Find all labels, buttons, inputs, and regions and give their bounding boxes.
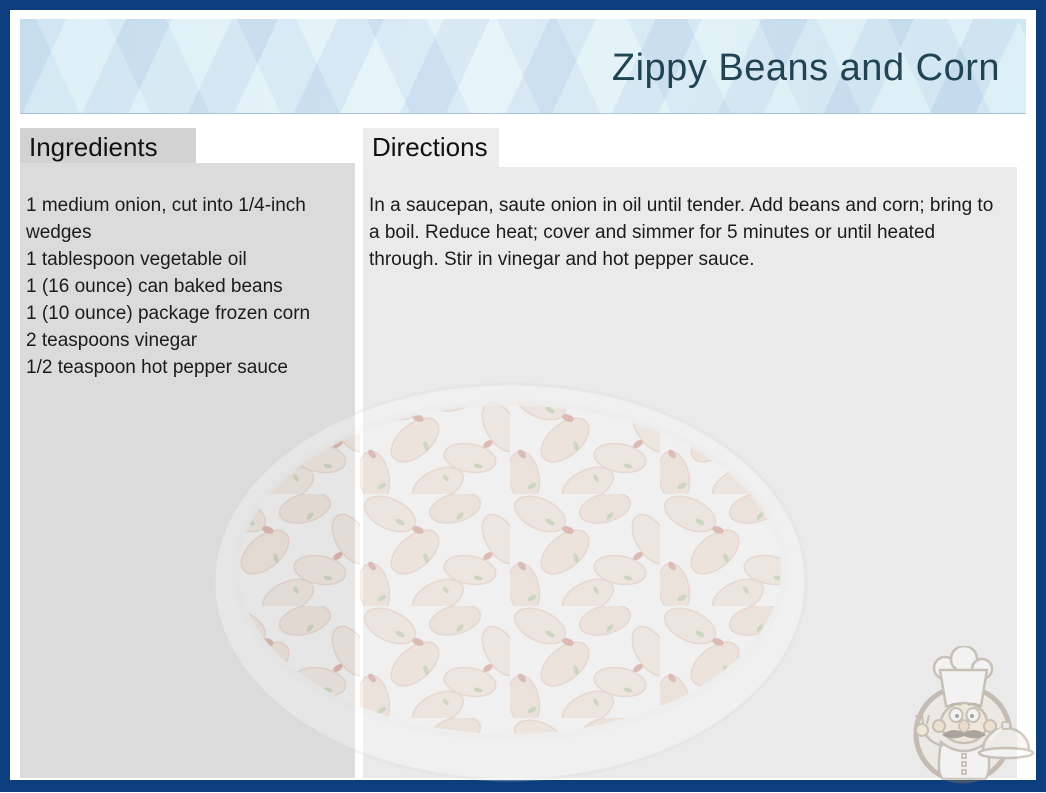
ingredient-item: 2 teaspoons vinegar [26, 330, 198, 351]
page-title: Zippy Beans and Corn [611, 47, 1000, 89]
recipe-page [10, 10, 1036, 780]
ingredients-list [26, 192, 347, 381]
directions-panel [363, 167, 1017, 778]
ingredient-item: 1 (10 ounce) package frozen corn [26, 303, 311, 324]
ingredients-panel [20, 163, 355, 778]
ingredients-heading: Ingredients [20, 128, 196, 163]
ingredient-item: 1 medium onion, cut into 1/4-inch wedges [26, 195, 306, 243]
ingredient-item: 1 tablespoon vegetable oil [26, 249, 247, 270]
directions-text: In a saucepan, saute onion in oil until tender. Add beans and corn; bring to a boil. Reduce heat; cover and simmer for 5 minutes or until heated through. Stir in vinegar and hot pepper sauce. [369, 195, 994, 270]
ingredient-item: 1/2 teaspoon hot pepper sauce [26, 357, 288, 378]
ingredient-item: 1 (16 ounce) can baked beans [26, 276, 283, 297]
directions-heading: Directions [363, 128, 499, 167]
header-banner [20, 19, 1026, 114]
